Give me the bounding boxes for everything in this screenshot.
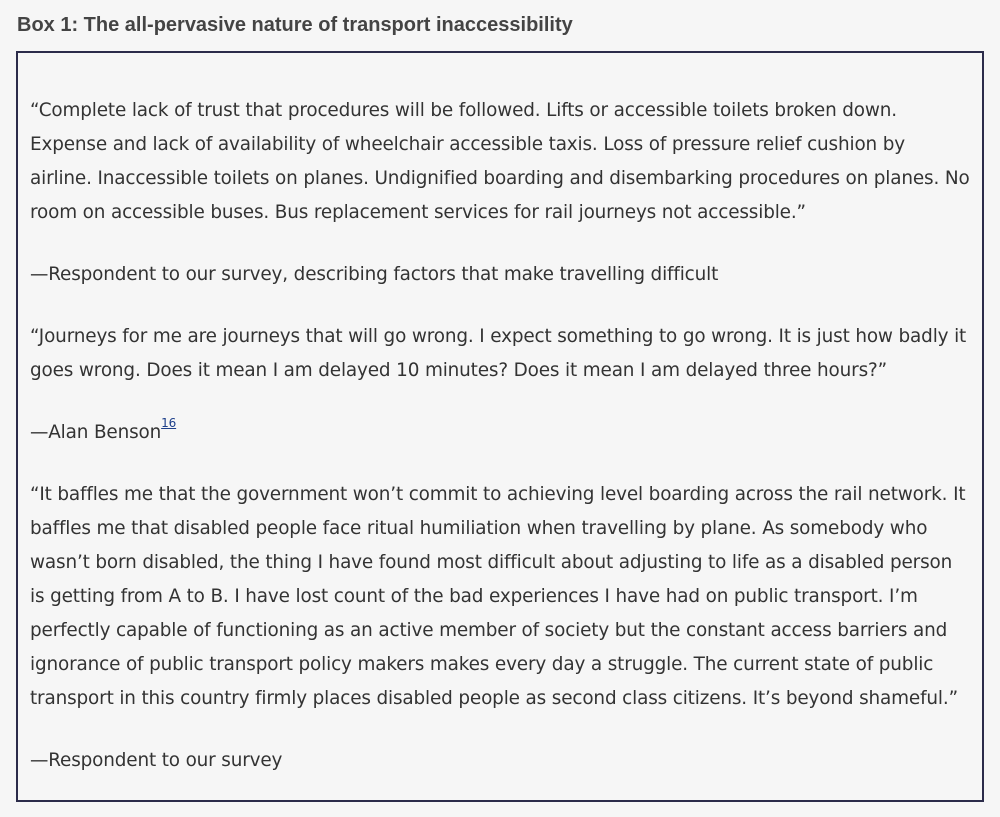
attribution-2-text: —Alan Benson xyxy=(30,422,162,443)
quote-1: “Complete lack of trust that procedures will be followed. Lifts or accessible toilets broken down. Expense and lack of availability of wheelchair accessible taxis. Loss of pressure relief cushion by airline. Inaccessible toilets on planes. Undignified boarding and disembarking procedures on planes. No room on accessible buses. Bus replacement services for rail journeys not accessible.” xyxy=(30,100,970,223)
quote-box-content xyxy=(18,53,982,778)
attribution-3: —Respondent to our survey xyxy=(30,750,283,771)
footnote-link-16[interactable]: 16 xyxy=(161,415,177,430)
quote-3: “It baffles me that the government won’t commit to achieving level boarding across the rail network. It baffles me that disabled people face ritual humiliation when travelling by plane. As somebody who wasn’t born disabled, the thing I have found most difficult about adjusting to life as a disabled person is getting from A to B. I have lost count of the bad experiences I have had on public transport. I’m perfectly capable of functioning as an active member of society but the constant access barriers and ignorance of public transport policy makers makes every day a struggle. The current state of public transport in this country firmly places disabled people as second class citizens. It’s beyond shameful.” xyxy=(30,484,966,709)
attribution-1: —Respondent to our survey, describing factors that make travelling difficult xyxy=(30,264,719,285)
quote-box xyxy=(16,51,984,802)
quote-2: “Journeys for me are journeys that will go wrong. I expect something to go wrong. It is just how badly it goes wrong. Does it mean I am delayed 10 minutes? Does it mean I am delayed three hours?” xyxy=(30,326,967,381)
box-title: Box 1: The all-pervasive nature of transport inaccessibility xyxy=(17,14,573,36)
footnote-ref xyxy=(161,416,176,430)
attribution-2 xyxy=(30,416,970,450)
